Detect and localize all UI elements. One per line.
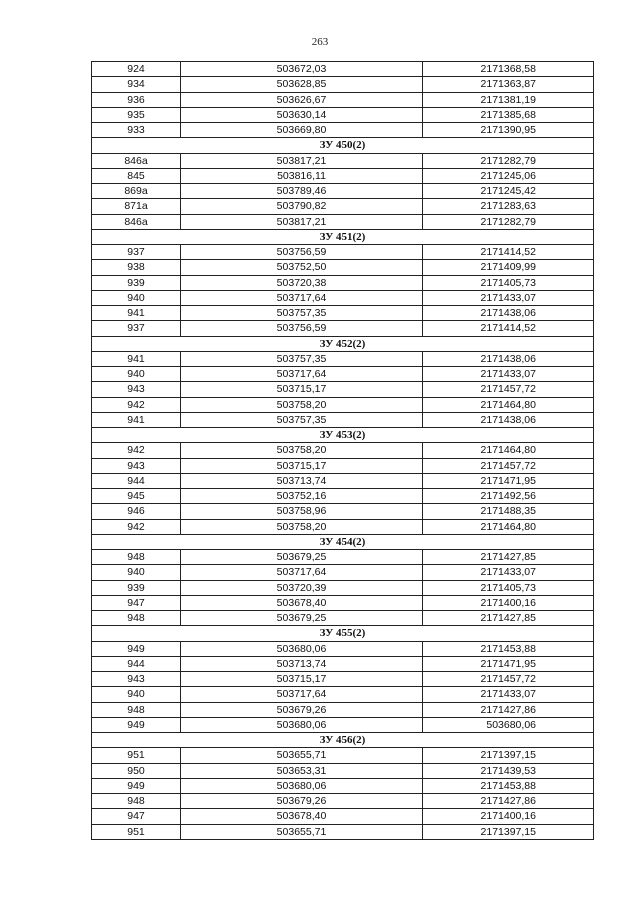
table-row bbox=[92, 92, 594, 107]
y-coordinate-cell: 2171471,95 bbox=[423, 473, 594, 488]
point-number-cell: 947 bbox=[92, 595, 181, 610]
table-row bbox=[92, 778, 594, 793]
x-coordinate-cell: 503758,96 bbox=[181, 504, 423, 519]
y-coordinate-cell: 2171405,73 bbox=[423, 580, 594, 595]
point-number-cell: 871а bbox=[92, 199, 181, 214]
point-number-cell: 940 bbox=[92, 367, 181, 382]
y-coordinate-cell: 2171433,07 bbox=[423, 687, 594, 702]
y-coordinate-cell: 2171245,06 bbox=[423, 168, 594, 183]
section-header-row bbox=[92, 336, 594, 351]
table-row bbox=[92, 107, 594, 122]
table-row bbox=[92, 473, 594, 488]
table-row bbox=[92, 412, 594, 427]
table-row bbox=[92, 672, 594, 687]
x-coordinate-cell: 503817,21 bbox=[181, 153, 423, 168]
y-coordinate-cell: 2171438,06 bbox=[423, 351, 594, 366]
section-header-row bbox=[92, 534, 594, 549]
point-number-cell: 941 bbox=[92, 351, 181, 366]
x-coordinate-cell: 503816,11 bbox=[181, 168, 423, 183]
table-row bbox=[92, 687, 594, 702]
y-coordinate-cell: 2171464,80 bbox=[423, 443, 594, 458]
y-coordinate-cell: 2171427,85 bbox=[423, 611, 594, 626]
table-row bbox=[92, 611, 594, 626]
x-coordinate-cell: 503720,39 bbox=[181, 580, 423, 595]
y-coordinate-cell: 2171397,15 bbox=[423, 748, 594, 763]
x-coordinate-cell: 503679,25 bbox=[181, 550, 423, 565]
y-coordinate-cell: 2171464,80 bbox=[423, 519, 594, 534]
y-coordinate-cell: 2171427,86 bbox=[423, 702, 594, 717]
x-coordinate-cell: 503678,40 bbox=[181, 809, 423, 824]
y-coordinate-cell: 2171397,15 bbox=[423, 824, 594, 839]
point-number-cell: 944 bbox=[92, 473, 181, 488]
y-coordinate-cell: 2171457,72 bbox=[423, 382, 594, 397]
y-coordinate-cell: 2171381,19 bbox=[423, 92, 594, 107]
y-coordinate-cell: 2171453,88 bbox=[423, 778, 594, 793]
table-row bbox=[92, 184, 594, 199]
table-row bbox=[92, 489, 594, 504]
x-coordinate-cell: 503713,74 bbox=[181, 656, 423, 671]
x-coordinate-cell: 503679,26 bbox=[181, 794, 423, 809]
table-row bbox=[92, 824, 594, 839]
point-number-cell: 937 bbox=[92, 245, 181, 260]
x-coordinate-cell: 503713,74 bbox=[181, 473, 423, 488]
table-row bbox=[92, 458, 594, 473]
y-coordinate-cell: 2171427,85 bbox=[423, 550, 594, 565]
point-number-cell: 938 bbox=[92, 260, 181, 275]
point-number-cell: 939 bbox=[92, 275, 181, 290]
x-coordinate-cell: 503630,14 bbox=[181, 107, 423, 122]
section-header-row bbox=[92, 733, 594, 748]
section-title: ЗУ 452(2) bbox=[92, 336, 594, 351]
table-row bbox=[92, 656, 594, 671]
y-coordinate-cell: 2171471,95 bbox=[423, 656, 594, 671]
point-number-cell: 947 bbox=[92, 809, 181, 824]
table-row bbox=[92, 321, 594, 336]
table-row bbox=[92, 717, 594, 732]
y-coordinate-cell: 2171282,79 bbox=[423, 153, 594, 168]
point-number-cell: 949 bbox=[92, 717, 181, 732]
x-coordinate-cell: 503758,20 bbox=[181, 443, 423, 458]
x-coordinate-cell: 503679,25 bbox=[181, 611, 423, 626]
point-number-cell: 948 bbox=[92, 794, 181, 809]
point-number-cell: 943 bbox=[92, 672, 181, 687]
y-coordinate-cell: 503680,06 bbox=[423, 717, 594, 732]
point-number-cell: 951 bbox=[92, 824, 181, 839]
x-coordinate-cell: 503789,46 bbox=[181, 184, 423, 199]
section-title: ЗУ 456(2) bbox=[92, 733, 594, 748]
y-coordinate-cell: 2171464,80 bbox=[423, 397, 594, 412]
y-coordinate-cell: 2171368,58 bbox=[423, 62, 594, 77]
section-title: ЗУ 450(2) bbox=[92, 138, 594, 153]
point-number-cell: 949 bbox=[92, 778, 181, 793]
point-number-cell: 846а bbox=[92, 214, 181, 229]
point-number-cell: 942 bbox=[92, 519, 181, 534]
x-coordinate-cell: 503752,16 bbox=[181, 489, 423, 504]
table-row bbox=[92, 565, 594, 580]
table-row bbox=[92, 245, 594, 260]
point-number-cell: 941 bbox=[92, 306, 181, 321]
section-title: ЗУ 455(2) bbox=[92, 626, 594, 641]
table-row bbox=[92, 260, 594, 275]
point-number-cell: 941 bbox=[92, 412, 181, 427]
table-row bbox=[92, 275, 594, 290]
table-row bbox=[92, 77, 594, 92]
x-coordinate-cell: 503757,35 bbox=[181, 412, 423, 427]
y-coordinate-cell: 2171439,53 bbox=[423, 763, 594, 778]
y-coordinate-cell: 2171390,95 bbox=[423, 123, 594, 138]
y-coordinate-cell: 2171457,72 bbox=[423, 672, 594, 687]
y-coordinate-cell: 2171433,07 bbox=[423, 367, 594, 382]
y-coordinate-cell: 2171433,07 bbox=[423, 565, 594, 580]
x-coordinate-cell: 503680,06 bbox=[181, 641, 423, 656]
point-number-cell: 846а bbox=[92, 153, 181, 168]
point-number-cell: 936 bbox=[92, 92, 181, 107]
table-row bbox=[92, 519, 594, 534]
y-coordinate-cell: 2171438,06 bbox=[423, 306, 594, 321]
y-coordinate-cell: 2171283,63 bbox=[423, 199, 594, 214]
x-coordinate-cell: 503680,06 bbox=[181, 717, 423, 732]
x-coordinate-cell: 503678,40 bbox=[181, 595, 423, 610]
page-number: 263 bbox=[311, 36, 329, 48]
table-row bbox=[92, 641, 594, 656]
point-number-cell: 942 bbox=[92, 397, 181, 412]
y-coordinate-cell: 2171492,56 bbox=[423, 489, 594, 504]
table-row bbox=[92, 748, 594, 763]
y-coordinate-cell: 2171414,52 bbox=[423, 245, 594, 260]
table-row bbox=[92, 153, 594, 168]
x-coordinate-cell: 503756,59 bbox=[181, 245, 423, 260]
table-row bbox=[92, 168, 594, 183]
x-coordinate-cell: 503626,67 bbox=[181, 92, 423, 107]
point-number-cell: 933 bbox=[92, 123, 181, 138]
x-coordinate-cell: 503717,64 bbox=[181, 367, 423, 382]
table-row bbox=[92, 702, 594, 717]
y-coordinate-cell: 2171433,07 bbox=[423, 290, 594, 305]
x-coordinate-cell: 503717,64 bbox=[181, 565, 423, 580]
y-coordinate-cell: 2171363,87 bbox=[423, 77, 594, 92]
section-header-row bbox=[92, 428, 594, 443]
table-row bbox=[92, 504, 594, 519]
y-coordinate-cell: 2171414,52 bbox=[423, 321, 594, 336]
point-number-cell: 935 bbox=[92, 107, 181, 122]
table-row bbox=[92, 123, 594, 138]
coordinates-table-body bbox=[92, 62, 594, 840]
y-coordinate-cell: 2171453,88 bbox=[423, 641, 594, 656]
y-coordinate-cell: 2171427,86 bbox=[423, 794, 594, 809]
section-title: ЗУ 453(2) bbox=[92, 428, 594, 443]
x-coordinate-cell: 503758,20 bbox=[181, 397, 423, 412]
x-coordinate-cell: 503679,26 bbox=[181, 702, 423, 717]
table-row bbox=[92, 367, 594, 382]
point-number-cell: 950 bbox=[92, 763, 181, 778]
table-row bbox=[92, 580, 594, 595]
y-coordinate-cell: 2171457,72 bbox=[423, 458, 594, 473]
table-row bbox=[92, 306, 594, 321]
point-number-cell: 939 bbox=[92, 580, 181, 595]
y-coordinate-cell: 2171245,42 bbox=[423, 184, 594, 199]
y-coordinate-cell: 2171438,06 bbox=[423, 412, 594, 427]
point-number-cell: 943 bbox=[92, 458, 181, 473]
x-coordinate-cell: 503817,21 bbox=[181, 214, 423, 229]
y-coordinate-cell: 2171400,16 bbox=[423, 809, 594, 824]
y-coordinate-cell: 2171400,16 bbox=[423, 595, 594, 610]
section-header-row bbox=[92, 229, 594, 244]
x-coordinate-cell: 503715,17 bbox=[181, 672, 423, 687]
x-coordinate-cell: 503715,17 bbox=[181, 458, 423, 473]
x-coordinate-cell: 503653,31 bbox=[181, 763, 423, 778]
point-number-cell: 934 bbox=[92, 77, 181, 92]
table-row bbox=[92, 351, 594, 366]
table-row bbox=[92, 443, 594, 458]
table-row bbox=[92, 763, 594, 778]
x-coordinate-cell: 503715,17 bbox=[181, 382, 423, 397]
point-number-cell: 937 bbox=[92, 321, 181, 336]
y-coordinate-cell: 2171488,35 bbox=[423, 504, 594, 519]
table-row bbox=[92, 199, 594, 214]
table-row bbox=[92, 595, 594, 610]
table-row bbox=[92, 809, 594, 824]
table-row bbox=[92, 214, 594, 229]
point-number-cell: 940 bbox=[92, 565, 181, 580]
x-coordinate-cell: 503757,35 bbox=[181, 351, 423, 366]
coordinates-table bbox=[91, 61, 594, 840]
point-number-cell: 944 bbox=[92, 656, 181, 671]
section-title: ЗУ 451(2) bbox=[92, 229, 594, 244]
point-number-cell: 948 bbox=[92, 611, 181, 626]
table-row bbox=[92, 382, 594, 397]
y-coordinate-cell: 2171385,68 bbox=[423, 107, 594, 122]
point-number-cell: 943 bbox=[92, 382, 181, 397]
x-coordinate-cell: 503680,06 bbox=[181, 778, 423, 793]
section-header-row bbox=[92, 626, 594, 641]
x-coordinate-cell: 503655,71 bbox=[181, 824, 423, 839]
point-number-cell: 948 bbox=[92, 550, 181, 565]
point-number-cell: 869а bbox=[92, 184, 181, 199]
table-row bbox=[92, 290, 594, 305]
x-coordinate-cell: 503628,85 bbox=[181, 77, 423, 92]
point-number-cell: 940 bbox=[92, 290, 181, 305]
point-number-cell: 942 bbox=[92, 443, 181, 458]
x-coordinate-cell: 503757,35 bbox=[181, 306, 423, 321]
point-number-cell: 946 bbox=[92, 504, 181, 519]
x-coordinate-cell: 503790,82 bbox=[181, 199, 423, 214]
y-coordinate-cell: 2171409,99 bbox=[423, 260, 594, 275]
x-coordinate-cell: 503720,38 bbox=[181, 275, 423, 290]
x-coordinate-cell: 503669,80 bbox=[181, 123, 423, 138]
point-number-cell: 845 bbox=[92, 168, 181, 183]
table-row bbox=[92, 794, 594, 809]
x-coordinate-cell: 503717,64 bbox=[181, 290, 423, 305]
x-coordinate-cell: 503756,59 bbox=[181, 321, 423, 336]
x-coordinate-cell: 503717,64 bbox=[181, 687, 423, 702]
y-coordinate-cell: 2171282,79 bbox=[423, 214, 594, 229]
x-coordinate-cell: 503655,71 bbox=[181, 748, 423, 763]
section-title: ЗУ 454(2) bbox=[92, 534, 594, 549]
table-row bbox=[92, 62, 594, 77]
x-coordinate-cell: 503752,50 bbox=[181, 260, 423, 275]
point-number-cell: 924 bbox=[92, 62, 181, 77]
table-row bbox=[92, 397, 594, 412]
point-number-cell: 940 bbox=[92, 687, 181, 702]
x-coordinate-cell: 503672,03 bbox=[181, 62, 423, 77]
y-coordinate-cell: 2171405,73 bbox=[423, 275, 594, 290]
point-number-cell: 951 bbox=[92, 748, 181, 763]
x-coordinate-cell: 503758,20 bbox=[181, 519, 423, 534]
point-number-cell: 948 bbox=[92, 702, 181, 717]
point-number-cell: 949 bbox=[92, 641, 181, 656]
point-number-cell: 945 bbox=[92, 489, 181, 504]
section-header-row bbox=[92, 138, 594, 153]
table-row bbox=[92, 550, 594, 565]
